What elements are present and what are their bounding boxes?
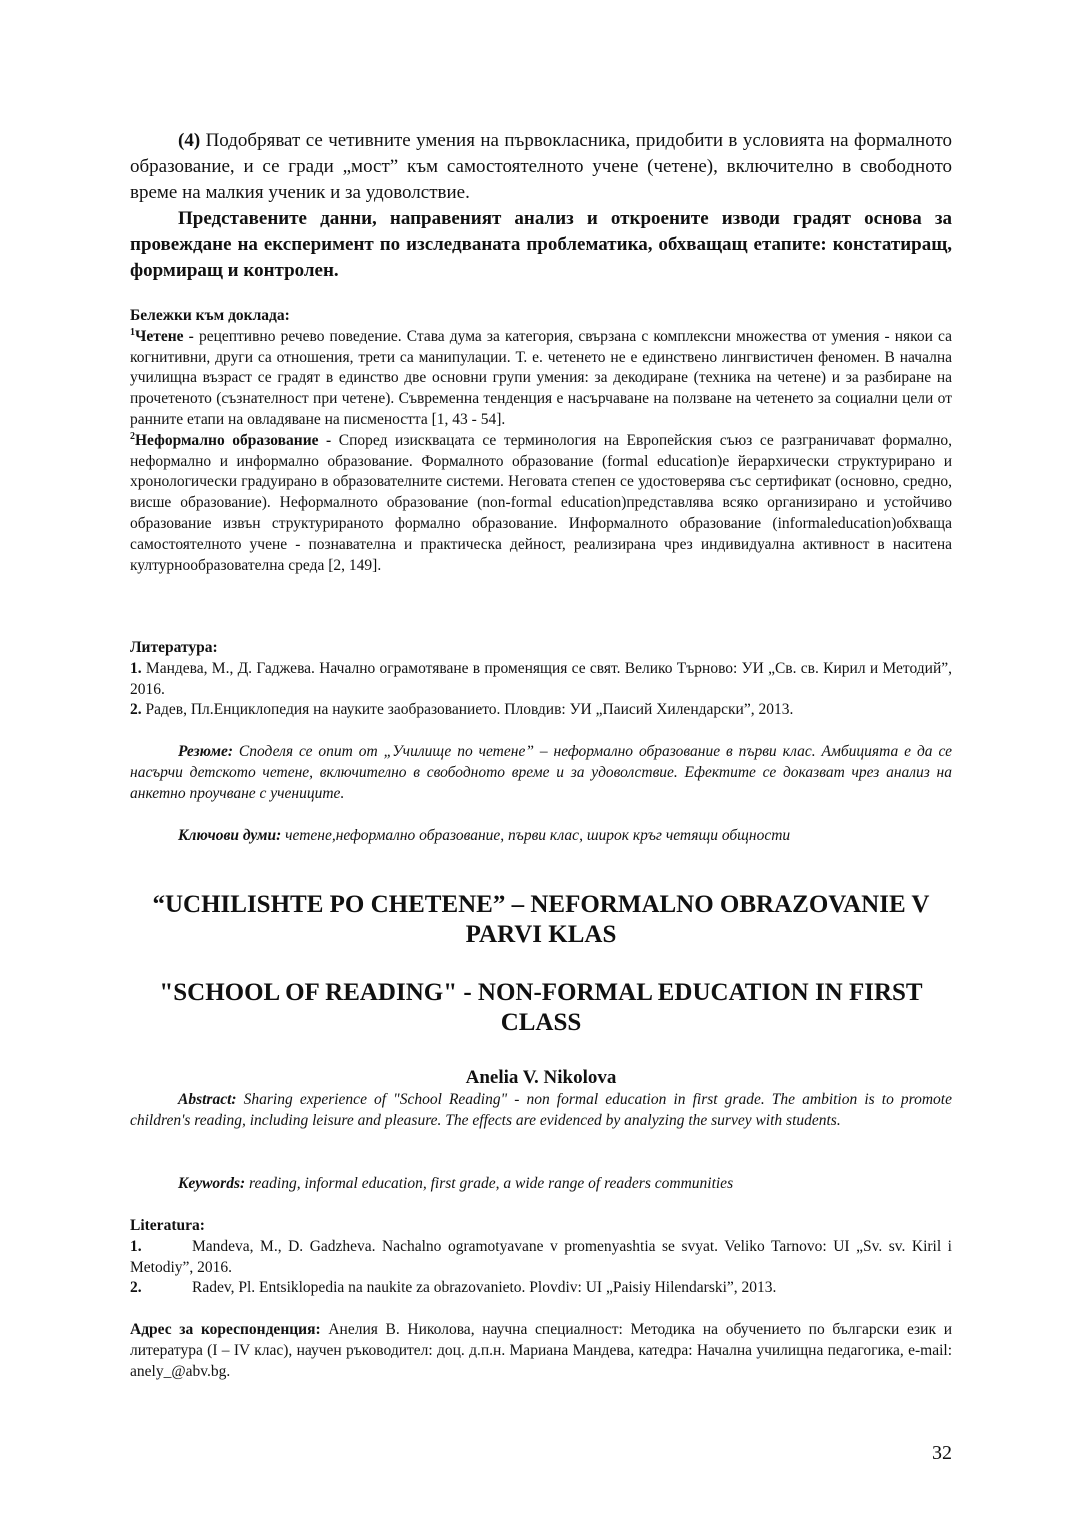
literature-bg-item <box>130 659 952 701</box>
keywords-bg-text: четене,неформално образование, първи клас, широк кръг четящи общности <box>281 827 791 844</box>
literature-bg-item-number: 2. <box>130 701 142 719</box>
keywords-en <box>130 1174 952 1195</box>
literature-bg-item-text: Радев, Пл.Енциклопедия на науките заобразованието. Пловдив: УИ „Паисий Хилендарски”, 2013. <box>141 701 794 719</box>
paragraph-point-4 <box>130 128 952 206</box>
literature-en-item-number: 2. <box>130 1279 142 1297</box>
literature-en-item-text: Radev, Pl. Entsiklopedia na naukite za obrazovanieto. Plovdiv: UI „Paisiy Hilendarski”, 2013. <box>192 1279 777 1297</box>
literature-bg-item-text: Мандева, М., Д. Гаджева. Начално ограмотяване в променящия се свят. Велико Търново: УИ „Св. св. Кирил и Методий”, 2016. <box>130 659 952 698</box>
summary-bg <box>130 742 952 804</box>
literature-en-item-text: Mandeva, M., D. Gadzheva. Nachalno ogramotyavane v promenyashtia se svyat. Veliko Tarnovo: UI „Sv. sv. Kiril i Metodiy”, 2016. <box>130 1237 952 1276</box>
literature-en-item <box>130 1278 952 1299</box>
note-2 <box>130 431 952 577</box>
title-transliterated: “UCHILISHTE PO CHETENE” – NEFORMALNO OBRAZOVANIE V PARVI KLAS <box>152 891 930 948</box>
correspondence-text: Анелия В. Николова, научна специалност: Методика на обучението по български език и литература (I – IV клас), научен ръководител: доц. д.п.н. Мариана Мандева, катедра: Начална училищна педагогика, e-mail: anely_@abv.bg. <box>130 1321 952 1380</box>
literature-bg-heading: Литература: <box>130 639 218 656</box>
literature-en-item-number: 1. <box>130 1237 142 1255</box>
note-2-term: Неформално образование - <box>135 431 339 449</box>
literature-bg <box>130 638 952 721</box>
title-english: "SCHOOL OF READING" - NON-FORMAL EDUCATION IN FIRST CLASS <box>159 979 923 1036</box>
note-2-marker: 2 <box>130 430 135 442</box>
literature-bg-item-number: 1. <box>130 659 142 677</box>
correspondence-label: Адрес за кореспонденция: <box>130 1321 321 1338</box>
summary-bg-label: Резюме: <box>178 743 234 760</box>
literature-en-item <box>130 1237 952 1279</box>
note-1-text: рецептивно речево поведение. Става дума за категория, свързана с комплексни множества от умения - някои са когнитивни, други са отношения, трети са манипулации. Т. е. четенето не е единствено лингвистичен феномен. В начална училищна възраст се градят в единство две основни групи умения: за декодиране (техника на четене) и за разбиране на прочетеното (съзнателност при четене). Съвременна тенденция е насърчаване на ползване на четенето за социални цели от ранните етапи на овладяване на писмеността [1, 43 - 54]. <box>130 327 952 428</box>
report-notes <box>130 306 952 576</box>
abstract-en-text: Sharing experience of "School Reading" - non formal education in first grade. The ambition is to promote children's reading, including leisure and pleasure. The effects are evidenced by analyzing the survey with students. <box>130 1091 952 1129</box>
point-text: Подобряват се четивните умения на първокласника, придобити в условията на формалното образование, и се гради „мост” към самостоятелното учене (четене), включително в свободното време на малкия ученик и за удоволствие. <box>130 130 952 203</box>
conclusion-paragraph: Представените данни, направеният анализ и откроените изводи градят основа за провеждане на експеримент по изследваната проблематика, обхващащ етапите: констатиращ, формиращ и контролен. <box>130 208 952 281</box>
page-number: 32 <box>932 1442 952 1464</box>
notes-heading: Бележки към доклада: <box>130 307 290 324</box>
abstract-en <box>130 1090 952 1132</box>
author-name: Anelia V. Nikolova <box>465 1067 617 1088</box>
correspondence-address <box>130 1320 952 1382</box>
note-2-text: Според изисквацата се терминология на Европейския съюз се разграничават формално, неформално и информално образование. Формалното образование (formal education)е йерархически структурирано и хронологически градуирано в образователните системи. Неговата степен се удостоверява със сертификат (основно, средно, висше образование). Неформалното образование (non-formal education)представлява всяко организирано и устойчиво образование извън структурираното формално образование. Информалното образование (informaleducation)обхваща самостоятелното учене - познавателна и практическа дейност, реализирана чрез индивидуална активност в наситена културнообразователна среда [2, 149]. <box>130 431 952 574</box>
keywords-en-label: Keywords: <box>178 1175 246 1192</box>
note-1-marker: 1 <box>130 326 135 338</box>
keywords-bg <box>130 826 952 847</box>
note-1 <box>130 327 952 431</box>
literature-en <box>130 1216 952 1299</box>
summary-bg-text: Споделя се опит от „Училище по четене” – неформално образование в първи клас. Амбицията е да се насърчи детското четене, включително в свободното време и за удоволствие. Ефектите се доказват чрез анализ на анкетно проучване с учениците. <box>130 743 952 802</box>
note-1-term: Четене - <box>135 327 199 345</box>
keywords-bg-label: Ключови думи: <box>178 827 282 844</box>
point-number: (4) <box>178 130 201 151</box>
literature-bg-item <box>130 700 952 721</box>
abstract-en-label: Abstract: <box>178 1091 237 1108</box>
keywords-en-text: reading, informal education, first grade, a wide range of readers communities <box>245 1175 734 1192</box>
literature-en-heading: Literatura: <box>130 1217 205 1234</box>
